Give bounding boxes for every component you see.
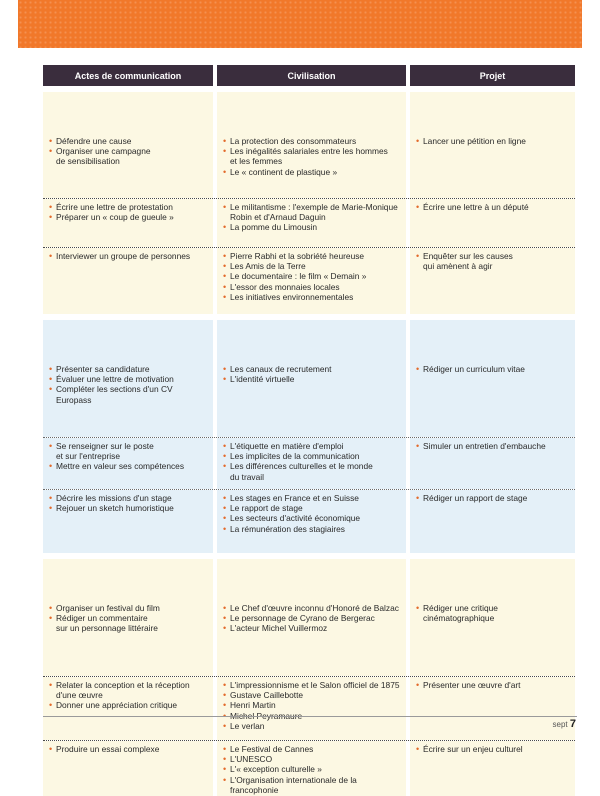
- list-item: • Se renseigner sur le poste et sur l'entreprise: [49, 441, 208, 461]
- list-item: • Écrire une lettre de protestation: [49, 202, 208, 212]
- list-item: • L'essor des monnaies locales: [223, 282, 401, 292]
- list-item: • Le Chef d'œuvre inconnu d'Honoré de Balzac: [223, 603, 401, 613]
- cell-civilisation: [217, 677, 406, 740]
- footer-rule: [43, 716, 577, 717]
- list-item: • Préparer un « coup de gueule »: [49, 212, 208, 222]
- table-row: [43, 320, 575, 437]
- list-item: • Les différences culturelles et le monde du travail: [223, 461, 401, 481]
- table-row: [43, 676, 575, 740]
- item-list: [416, 603, 570, 623]
- item-list: [223, 441, 401, 482]
- cell-actes: [43, 438, 213, 489]
- list-item: • Rédiger un rapport de stage: [416, 493, 570, 503]
- item-list: [223, 364, 401, 384]
- list-item: • Pierre Rabhi et la sobriété heureuse: [223, 251, 401, 261]
- cell-projet: [410, 438, 575, 489]
- item-list: [416, 251, 570, 271]
- list-item: • Rejouer un sketch humoristique: [49, 503, 208, 513]
- cell-actes: [43, 741, 213, 796]
- section: [43, 320, 575, 553]
- section: [43, 559, 575, 796]
- table-row: [43, 437, 575, 489]
- cell-actes: [43, 92, 213, 198]
- item-list: [49, 202, 208, 222]
- cell-civilisation: [217, 92, 406, 198]
- list-item: • Organiser une campagne de sensibilisation: [49, 146, 208, 166]
- list-item: • Relater la conception et la réception d'une œuvre: [49, 680, 208, 700]
- list-item: • Les secteurs d'activité économique: [223, 513, 401, 523]
- cell-projet: [410, 490, 575, 553]
- list-item: • L'identité virtuelle: [223, 374, 401, 384]
- list-item: • Le rapport de stage: [223, 503, 401, 513]
- list-item: • L'impressionnisme et le Salon officiel de 1875: [223, 680, 401, 690]
- cell-actes: [43, 248, 213, 314]
- table-row: [43, 489, 575, 553]
- table-row: [43, 92, 575, 198]
- list-item: • L'« exception culturelle »: [223, 764, 401, 774]
- item-list: [49, 136, 208, 167]
- item-list: [49, 744, 208, 754]
- cell-civilisation: [217, 741, 406, 796]
- list-item: • Le personnage de Cyrano de Bergerac: [223, 613, 401, 623]
- list-item: • Les implicites de la communication: [223, 451, 401, 461]
- cell-actes: [43, 559, 213, 676]
- cell-projet: [410, 320, 575, 437]
- list-item: • Rédiger un commentaire sur un personnage littéraire: [49, 613, 208, 633]
- list-item: • Le militantisme : l'exemple de Marie-Monique Robin et d'Arnaud Daguin: [223, 202, 401, 222]
- page-word: sept: [552, 720, 568, 729]
- item-list: [49, 493, 208, 513]
- list-item: • Enquêter sur les causes qui amènent à agir: [416, 251, 570, 271]
- item-list: [49, 441, 208, 472]
- cell-civilisation: [217, 248, 406, 314]
- list-item: • Lancer une pétition en ligne: [416, 136, 570, 146]
- header-actes: Actes de communication: [43, 65, 213, 86]
- cell-civilisation: [217, 438, 406, 489]
- table-row: [43, 559, 575, 676]
- cell-actes: [43, 199, 213, 247]
- list-item: • Organiser un festival du film: [49, 603, 208, 613]
- contents-table: [43, 65, 575, 796]
- list-item: • Présenter sa candidature: [49, 364, 208, 374]
- list-item: • Écrire sur un enjeu culturel: [416, 744, 570, 754]
- table-row: [43, 198, 575, 247]
- list-item: • La pomme du Limousin: [223, 222, 401, 232]
- list-item: • Les inégalités salariales entre les hommes et les femmes: [223, 146, 401, 166]
- list-item: • Donner une appréciation critique: [49, 700, 208, 710]
- item-list: [223, 251, 401, 302]
- top-color-band: [18, 0, 582, 48]
- list-item: • Les initiatives environnementales: [223, 292, 401, 302]
- item-list: [223, 744, 401, 795]
- cell-civilisation: [217, 490, 406, 553]
- cell-actes: [43, 490, 213, 553]
- cell-projet: [410, 92, 575, 198]
- list-item: • Défendre une cause: [49, 136, 208, 146]
- cell-actes: [43, 320, 213, 437]
- list-item: • Rédiger un curriculum vitae: [416, 364, 570, 374]
- item-list: [49, 251, 208, 261]
- list-item: • L'Organisation internationale de la francophonie: [223, 775, 401, 795]
- item-list: [223, 136, 401, 177]
- list-item: • Simuler un entretien d'embauche: [416, 441, 570, 451]
- list-item: • Les canaux de recrutement: [223, 364, 401, 374]
- cell-projet: [410, 741, 575, 796]
- page-number: [553, 718, 576, 730]
- list-item: • Décrire les missions d'un stage: [49, 493, 208, 503]
- list-item: • Compléter les sections d'un CV Europass: [49, 384, 208, 404]
- list-item: • Interviewer un groupe de personnes: [49, 251, 208, 261]
- table-row: [43, 740, 575, 796]
- list-item: • Le « continent de plastique »: [223, 167, 401, 177]
- list-item: • Produire un essai complexe: [49, 744, 208, 754]
- item-list: [416, 493, 570, 503]
- cell-civilisation: [217, 559, 406, 676]
- list-item: • Gustave Caillebotte: [223, 690, 401, 700]
- item-list: [416, 680, 570, 690]
- list-item: • L'acteur Michel Vuillermoz: [223, 623, 401, 633]
- list-item: • La rémunération des stagiaires: [223, 524, 401, 534]
- list-item: • L'UNESCO: [223, 754, 401, 764]
- item-list: [223, 680, 401, 731]
- header-projet: Projet: [410, 65, 575, 86]
- list-item: • Le verlan: [223, 721, 401, 731]
- list-item: • Écrire une lettre à un député: [416, 202, 570, 212]
- item-list: [49, 364, 208, 405]
- cell-civilisation: [217, 199, 406, 247]
- page-digit: 7: [569, 718, 576, 730]
- item-list: [49, 603, 208, 634]
- item-list: [223, 202, 401, 233]
- item-list: [416, 202, 570, 212]
- item-list: [416, 441, 570, 451]
- item-list: [223, 493, 401, 534]
- cell-actes: [43, 677, 213, 740]
- item-list: [416, 744, 570, 754]
- list-item: • Les Amis de la Terre: [223, 261, 401, 271]
- list-item: • Les stages en France et en Suisse: [223, 493, 401, 503]
- table-header: [43, 65, 575, 86]
- item-list: [416, 364, 570, 374]
- cell-projet: [410, 199, 575, 247]
- list-item: • Le Festival de Cannes: [223, 744, 401, 754]
- list-item: • Michel Peyramaure: [223, 711, 401, 721]
- item-list: [416, 136, 570, 146]
- cell-projet: [410, 559, 575, 676]
- list-item: • Évaluer une lettre de motivation: [49, 374, 208, 384]
- list-item: • Le documentaire : le film « Demain »: [223, 271, 401, 281]
- list-item: • La protection des consommateurs: [223, 136, 401, 146]
- item-list: [223, 603, 401, 634]
- item-list: [49, 680, 208, 711]
- list-item: • Rédiger une critique cinématographique: [416, 603, 570, 623]
- header-civilisation: Civilisation: [217, 65, 406, 86]
- section: [43, 92, 575, 314]
- cell-civilisation: [217, 320, 406, 437]
- list-item: • Mettre en valeur ses compétences: [49, 461, 208, 471]
- list-item: • Henri Martin: [223, 700, 401, 710]
- cell-projet: [410, 677, 575, 740]
- list-item: • L'étiquette en matière d'emploi: [223, 441, 401, 451]
- list-item: • Présenter une œuvre d'art: [416, 680, 570, 690]
- table-row: [43, 247, 575, 314]
- cell-projet: [410, 248, 575, 314]
